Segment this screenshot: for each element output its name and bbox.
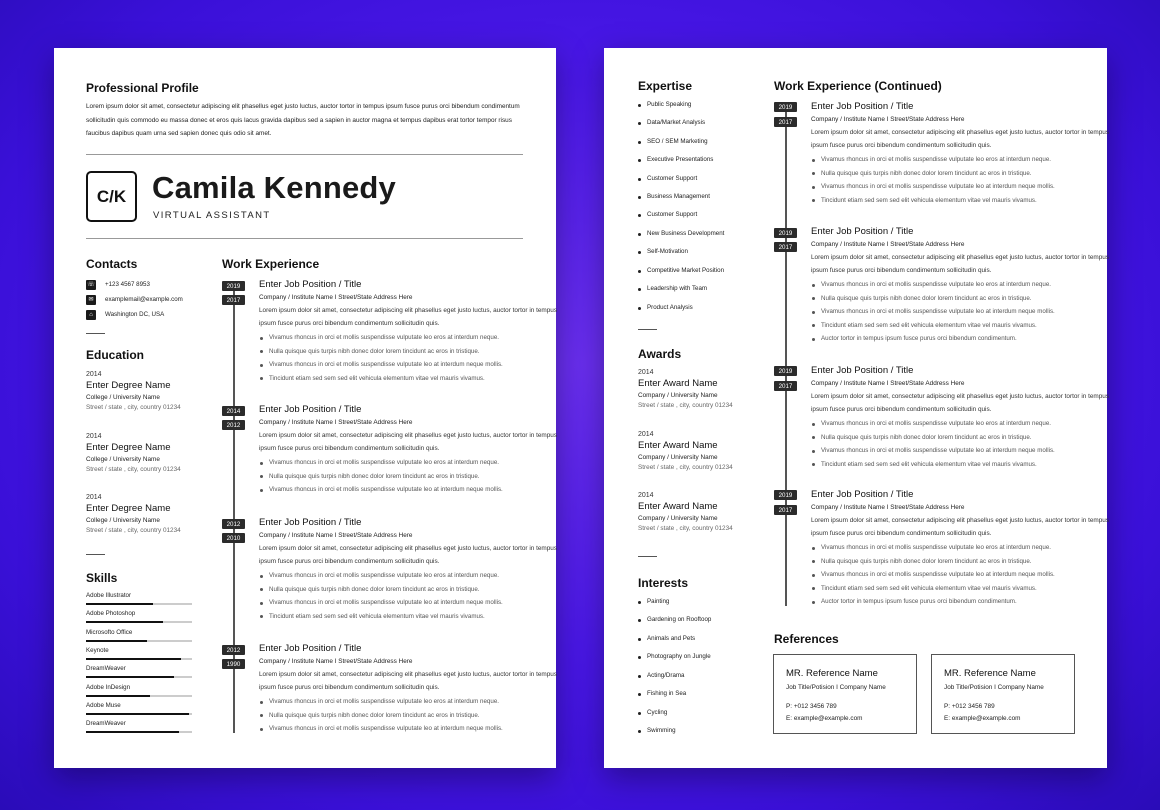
job-bullet: Tincidunt etiam sed sem sed elit vehicula elementum vitae vel mauris vivamus.	[811, 194, 1111, 208]
job-title: Enter Job Position / Title	[811, 365, 914, 376]
job-company: Company / Institute Name I Street/State Address Here	[259, 294, 413, 301]
reference-email[interactable]: E: example@example.com	[944, 715, 1021, 722]
skill-bar	[86, 621, 192, 623]
award-name: Enter Award Name	[638, 378, 718, 389]
resume-page-1	[54, 48, 556, 768]
phone-icon: ☏	[86, 280, 96, 290]
skill-item	[86, 610, 192, 623]
job-bullet: Tincidunt etiam sed sem sed elit vehicula elementum vitae vel mauris vivamus.	[259, 610, 559, 624]
job-company: Company / Institute Name I Street/State Address Here	[811, 116, 965, 123]
expertise-item: Business Management	[638, 193, 710, 200]
year-badge-to: 2017	[774, 381, 797, 391]
job-bullet: Vivamus rhoncus in orci et mollis suspendisse vulputate leo eros at interdum neque.	[811, 417, 1111, 431]
expertise-item: Public Speaking	[638, 101, 691, 108]
job-bullets	[811, 541, 1111, 609]
year-badge-from: 2012	[222, 645, 245, 655]
job-bullet: Vivamus rhoncus in orci et mollis suspendisse vulputate leo eros at interdum neque.	[811, 541, 1111, 555]
award-item	[638, 492, 768, 532]
skill-item	[86, 665, 192, 678]
award-item	[638, 369, 768, 409]
reference-card	[773, 654, 917, 734]
reference-email[interactable]: E: example@example.com	[786, 715, 863, 722]
award-name: Enter Award Name	[638, 440, 718, 451]
awards-heading: Awards	[638, 347, 682, 361]
expertise-item: Customer Support	[638, 175, 697, 182]
skill-item	[86, 629, 192, 642]
expertise-item: Competitive Market Position	[638, 267, 724, 274]
year-badge-from: 2019	[774, 366, 797, 376]
year-badge-from: 2019	[222, 281, 245, 291]
job-bullet: Auctor tortor in tempus ipsum fusce purus orci bibendum condimentum.	[811, 595, 1111, 609]
skill-item	[86, 647, 192, 660]
year-badge-from: 2019	[774, 228, 797, 238]
job-entry	[811, 489, 1111, 609]
job-bullets	[811, 417, 1111, 471]
skill-name: Adobe InDesign	[86, 684, 131, 691]
candidate-name: Camila Kennedy	[152, 170, 396, 205]
short-divider	[638, 329, 657, 330]
job-bullet: Tincidunt etiam sed sem sed elit vehicula elementum vitae vel mauris vivamus.	[259, 372, 559, 386]
award-company: Company / University Name	[638, 454, 718, 461]
divider	[86, 238, 523, 239]
job-entry	[259, 279, 559, 385]
skill-bar	[86, 603, 192, 605]
job-description: Lorem ipsum dolor sit amet, consectetur adipiscing elit phasellus eget justo luctus, auctor tortor in tempus ipsum fusce purus orci bibendum condimentum sollicitudin quis.	[811, 393, 1110, 413]
expertise-item: Executive Presentations	[638, 156, 713, 163]
job-bullet: Vivamus rhoncus in orci et mollis suspendisse vulputate leo eros at interdum neque.	[259, 695, 559, 709]
interest-item: Acting/Drama	[638, 672, 684, 679]
skill-bar-fill	[86, 640, 147, 642]
expertise-item: New Business Development	[638, 230, 724, 237]
interest-item: Painting	[638, 598, 669, 605]
skill-bar-fill	[86, 713, 189, 715]
job-bullet: Tincidunt etiam sed sem sed elit vehicula elementum vitae vel mauris vivamus.	[811, 458, 1111, 472]
contact-email[interactable]	[86, 292, 194, 307]
award-company: Company / University Name	[638, 515, 718, 522]
job-bullet: Nulla quisque quis turpis nibh donec dolor lorem tincidunt ac eros in tristique.	[811, 292, 1111, 306]
education-item	[86, 433, 216, 473]
reference-phone: P: +012 3456 789	[944, 703, 995, 710]
interest-item: Photography on Jungle	[638, 653, 711, 660]
job-title: Enter Job Position / Title	[259, 279, 362, 290]
job-bullet: Nulla quisque quis turpis nibh donec dolor lorem tincidunt ac eros in tristique.	[811, 555, 1111, 569]
profile-heading: Professional Profile	[86, 81, 199, 95]
skills-heading: Skills	[86, 571, 118, 585]
job-entry	[259, 404, 559, 497]
award-company: Company / University Name	[638, 392, 718, 399]
award-address: Street / state , city, country 01234	[638, 464, 733, 471]
job-entry	[811, 101, 1111, 207]
job-title: Enter Job Position / Title	[259, 643, 362, 654]
reference-card	[931, 654, 1075, 734]
interest-item: Gardening on Rooftoop	[638, 616, 711, 623]
year-badge-to: 2012	[222, 420, 245, 430]
education-college: College / University Name	[86, 394, 160, 401]
job-company: Company / Institute Name I Street/State Address Here	[259, 658, 413, 665]
job-bullets	[259, 456, 559, 497]
mail-icon: ✉	[86, 295, 96, 305]
job-bullet: Vivamus rhoncus in orci et mollis suspendisse vulputate leo at interdum neque mollis.	[259, 722, 559, 736]
divider	[86, 154, 523, 155]
education-college: College / University Name	[86, 456, 160, 463]
job-bullet: Vivamus rhoncus in orci et mollis suspendisse vulputate leo at interdum neque mollis.	[811, 305, 1111, 319]
skill-bar	[86, 658, 192, 660]
job-description: Lorem ipsum dolor sit amet, consectetur adipiscing elit phasellus eget justo luctus, auctor tortor in tempus ipsum fusce purus orci bibendum condimentum sollicitudin quis.	[259, 307, 558, 327]
interest-item: Fishing in Sea	[638, 690, 686, 697]
job-description: Lorem ipsum dolor sit amet, consectetur adipiscing elit phasellus eget justo luctus, auctor tortor in tempus ipsum fusce purus orci bibendum condimentum sollicitudin quis.	[259, 432, 558, 452]
skill-bar-fill	[86, 731, 179, 733]
job-bullet: Tincidunt etiam sed sem sed elit vehicula elementum vitae vel mauris vivamus.	[811, 582, 1111, 596]
job-bullets	[811, 278, 1111, 346]
job-entry	[259, 643, 559, 736]
job-bullet: Vivamus rhoncus in orci et mollis suspendisse vulputate leo eros at interdum neque.	[259, 456, 559, 470]
contact-location-text: Washington DC, USA	[105, 311, 165, 318]
expertise-item: Customer Support	[638, 211, 697, 218]
year-badge-to: 1990	[222, 659, 245, 669]
reference-phone: P: +012 3456 789	[786, 703, 837, 710]
year-badge-from: 2019	[774, 490, 797, 500]
skill-bar-fill	[86, 695, 150, 697]
skill-item	[86, 684, 192, 697]
expertise-item: Self-Motivation	[638, 248, 688, 255]
award-year: 2014	[638, 492, 654, 499]
expertise-heading: Expertise	[638, 79, 693, 93]
short-divider	[86, 554, 105, 555]
job-bullet: Vivamus rhoncus in orci et mollis suspendisse vulputate leo eros at interdum neque.	[811, 278, 1111, 292]
year-badge-to: 2017	[774, 117, 797, 127]
year-badge-to: 2010	[222, 533, 245, 543]
job-bullet: Vivamus rhoncus in orci et mollis suspendisse vulputate leo at interdum neque mollis.	[811, 180, 1111, 194]
job-description: Lorem ipsum dolor sit amet, consectetur adipiscing elit phasellus eget justo luctus, auctor tortor in tempus ipsum fusce purus orci bibendum condimentum sollicitudin quis.	[811, 254, 1110, 274]
skill-bar-fill	[86, 603, 153, 605]
interest-item: Animals and Pets	[638, 635, 695, 642]
work-continued-heading: Work Experience (Continued)	[774, 79, 942, 93]
job-bullets	[259, 695, 559, 736]
job-bullet: Nulla quisque quis turpis nibh donec dolor lorem tincidunt ac eros in tristique.	[259, 583, 559, 597]
education-address: Street / state , city, country 01234	[86, 404, 181, 411]
job-company: Company / Institute Name I Street/State Address Here	[811, 504, 965, 511]
job-bullet: Vivamus rhoncus in orci et mollis suspendisse vulputate leo eros at interdum neque.	[259, 331, 559, 345]
job-bullet: Vivamus rhoncus in orci et mollis suspendisse vulputate leo at interdum neque mollis.	[259, 358, 559, 372]
award-address: Street / state , city, country 01234	[638, 525, 733, 532]
job-bullet: Nulla quisque quis turpis nibh donec dolor lorem tincidunt ac eros in tristique.	[811, 431, 1111, 445]
year-badge-to: 2017	[222, 295, 245, 305]
skill-bar-fill	[86, 621, 163, 623]
references-heading: References	[774, 632, 839, 646]
education-item	[86, 494, 216, 534]
skill-bar	[86, 695, 192, 697]
reference-name: MR. Reference Name	[944, 668, 1036, 679]
skill-bar-fill	[86, 676, 174, 678]
job-entry	[259, 517, 559, 623]
expertise-item: SEO / SEM Marketing	[638, 138, 708, 145]
year-badge-from: 2019	[774, 102, 797, 112]
contact-email-text: examplemail@example.com	[105, 296, 183, 303]
year-badge-to: 2017	[774, 242, 797, 252]
education-degree: Enter Degree Name	[86, 380, 171, 391]
job-title: Enter Job Position / Title	[811, 101, 914, 112]
job-title: Enter Job Position / Title	[259, 404, 362, 415]
education-year: 2014	[86, 433, 102, 440]
job-bullet: Vivamus rhoncus in orci et mollis suspendisse vulputate leo at interdum neque mollis.	[259, 596, 559, 610]
job-bullet: Nulla quisque quis turpis nibh donec dolor lorem tincidunt ac eros in tristique.	[259, 345, 559, 359]
skill-bar	[86, 731, 192, 733]
resume-page-2	[604, 48, 1110, 768]
skill-bar-fill	[86, 658, 181, 660]
skill-item	[86, 720, 192, 733]
short-divider	[86, 333, 105, 334]
monogram-logo: C/K	[86, 171, 137, 222]
candidate-role: VIRTUAL ASSISTANT	[153, 210, 271, 221]
skill-name: Adobe Photoshop	[86, 610, 136, 617]
education-address: Street / state , city, country 01234	[86, 466, 181, 473]
job-bullet: Tincidunt etiam sed sem sed elit vehicula elementum vitae vel mauris vivamus.	[811, 319, 1111, 333]
contacts-list	[86, 277, 194, 322]
education-item	[86, 371, 216, 411]
job-bullet: Vivamus rhoncus in orci et mollis suspendisse vulputate leo at interdum neque mollis.	[811, 444, 1111, 458]
education-year: 2014	[86, 494, 102, 501]
job-entry	[811, 226, 1111, 346]
skill-bar	[86, 640, 192, 642]
job-bullets	[259, 569, 559, 623]
skill-name: DreamWeaver	[86, 720, 126, 727]
job-bullet: Vivamus rhoncus in orci et mollis suspendisse vulputate leo at interdum neque mollis.	[811, 568, 1111, 582]
job-title: Enter Job Position / Title	[811, 226, 914, 237]
job-company: Company / Institute Name I Street/State Address Here	[259, 419, 413, 426]
job-bullet: Vivamus rhoncus in orci et mollis suspendisse vulputate leo eros at interdum neque.	[259, 569, 559, 583]
skill-name: Adobe Muse	[86, 702, 121, 709]
job-title: Enter Job Position / Title	[811, 489, 914, 500]
skill-name: Adobe Illustrator	[86, 592, 132, 599]
award-address: Street / state , city, country 01234	[638, 402, 733, 409]
home-icon: ⌂	[86, 310, 96, 320]
award-name: Enter Award Name	[638, 501, 718, 512]
skill-name: DreamWeaver	[86, 665, 126, 672]
job-bullet: Nulla quisque quis turpis nibh donec dolor lorem tincidunt ac eros in tristique.	[811, 167, 1111, 181]
education-heading: Education	[86, 348, 145, 362]
job-bullet: Vivamus rhoncus in orci et mollis suspendisse vulputate leo eros at interdum neque.	[811, 153, 1111, 167]
job-company: Company / Institute Name I Street/State Address Here	[811, 241, 965, 248]
contact-location	[86, 307, 194, 322]
year-badge-to: 2017	[774, 505, 797, 515]
education-year: 2014	[86, 371, 102, 378]
profile-text: Lorem ipsum dolor sit amet, consectetur adipiscing elit phasellus eget justo luctus, auctor tortor in tempus ipsum fusce purus orci bibendum condimentum sollicitudin quis commodo eu massa donec et eros quis lacus gravida dapibus sed a sapien in auctor magna et tempus dapibus erat tortor tempor risus faucibus dapibus quam urna sed sapien donec quis odio sit amet.	[86, 103, 520, 137]
job-description: Lorem ipsum dolor sit amet, consectetur adipiscing elit phasellus eget justo luctus, auctor tortor in tempus ipsum fusce purus orci bibendum condimentum sollicitudin quis.	[259, 545, 558, 565]
job-company: Company / Institute Name I Street/State Address Here	[811, 380, 965, 387]
job-description: Lorem ipsum dolor sit amet, consectetur adipiscing elit phasellus eget justo luctus, auctor tortor in tempus ipsum fusce purus orci bibendum condimentum sollicitudin quis.	[811, 129, 1110, 149]
expertise-item: Data/Market Analysis	[638, 119, 705, 126]
reference-title: Job Title/Potision I Company Name	[944, 684, 1044, 691]
award-item	[638, 431, 768, 471]
contact-phone	[86, 277, 194, 292]
work-heading: Work Experience	[222, 257, 320, 271]
job-bullet: Auctor tortor in tempus ipsum fusce purus orci bibendum condimentum.	[811, 332, 1111, 346]
year-badge-from: 2012	[222, 519, 245, 529]
skill-name: Microsofto Office	[86, 629, 133, 636]
skill-name: Keynote	[86, 647, 109, 654]
education-college: College / University Name	[86, 517, 160, 524]
job-bullet: Vivamus rhoncus in orci et mollis suspendisse vulputate leo at interdum neque mollis.	[259, 483, 559, 497]
year-badge-from: 2014	[222, 406, 245, 416]
job-description: Lorem ipsum dolor sit amet, consectetur adipiscing elit phasellus eget justo luctus, auctor tortor in tempus ipsum fusce purus orci bibendum condimentum sollicitudin quis.	[811, 517, 1110, 537]
job-bullet: Nulla quisque quis turpis nibh donec dolor lorem tincidunt ac eros in tristique.	[259, 709, 559, 723]
award-year: 2014	[638, 431, 654, 438]
job-bullets	[259, 331, 559, 385]
job-description: Lorem ipsum dolor sit amet, consectetur adipiscing elit phasellus eget justo luctus, auctor tortor in tempus ipsum fusce purus orci bibendum condimentum sollicitudin quis.	[259, 671, 558, 691]
contact-phone-text: +123 4567 8953	[105, 281, 150, 288]
interests-heading: Interests	[638, 576, 689, 590]
reference-title: Job Title/Potision I Company Name	[786, 684, 886, 691]
education-degree: Enter Degree Name	[86, 503, 171, 514]
job-entry	[811, 365, 1111, 471]
award-year: 2014	[638, 369, 654, 376]
expertise-item: Leadership with Team	[638, 285, 707, 292]
education-degree: Enter Degree Name	[86, 442, 171, 453]
skill-bar	[86, 676, 192, 678]
contacts-heading: Contacts	[86, 257, 138, 271]
interest-item: Swimming	[638, 727, 676, 734]
expertise-item: Product Analysis	[638, 304, 693, 311]
short-divider	[638, 556, 657, 557]
interest-item: Cycling	[638, 709, 667, 716]
job-title: Enter Job Position / Title	[259, 517, 362, 528]
job-bullet: Nulla quisque quis turpis nibh donec dolor lorem tincidunt ac eros in tristique.	[259, 470, 559, 484]
education-address: Street / state , city, country 01234	[86, 527, 181, 534]
skill-item	[86, 592, 192, 605]
job-bullets	[811, 153, 1111, 207]
reference-name: MR. Reference Name	[786, 668, 878, 679]
skill-item	[86, 702, 192, 715]
timeline-line	[785, 106, 787, 606]
job-company: Company / Institute Name I Street/State Address Here	[259, 532, 413, 539]
skill-bar	[86, 713, 192, 715]
